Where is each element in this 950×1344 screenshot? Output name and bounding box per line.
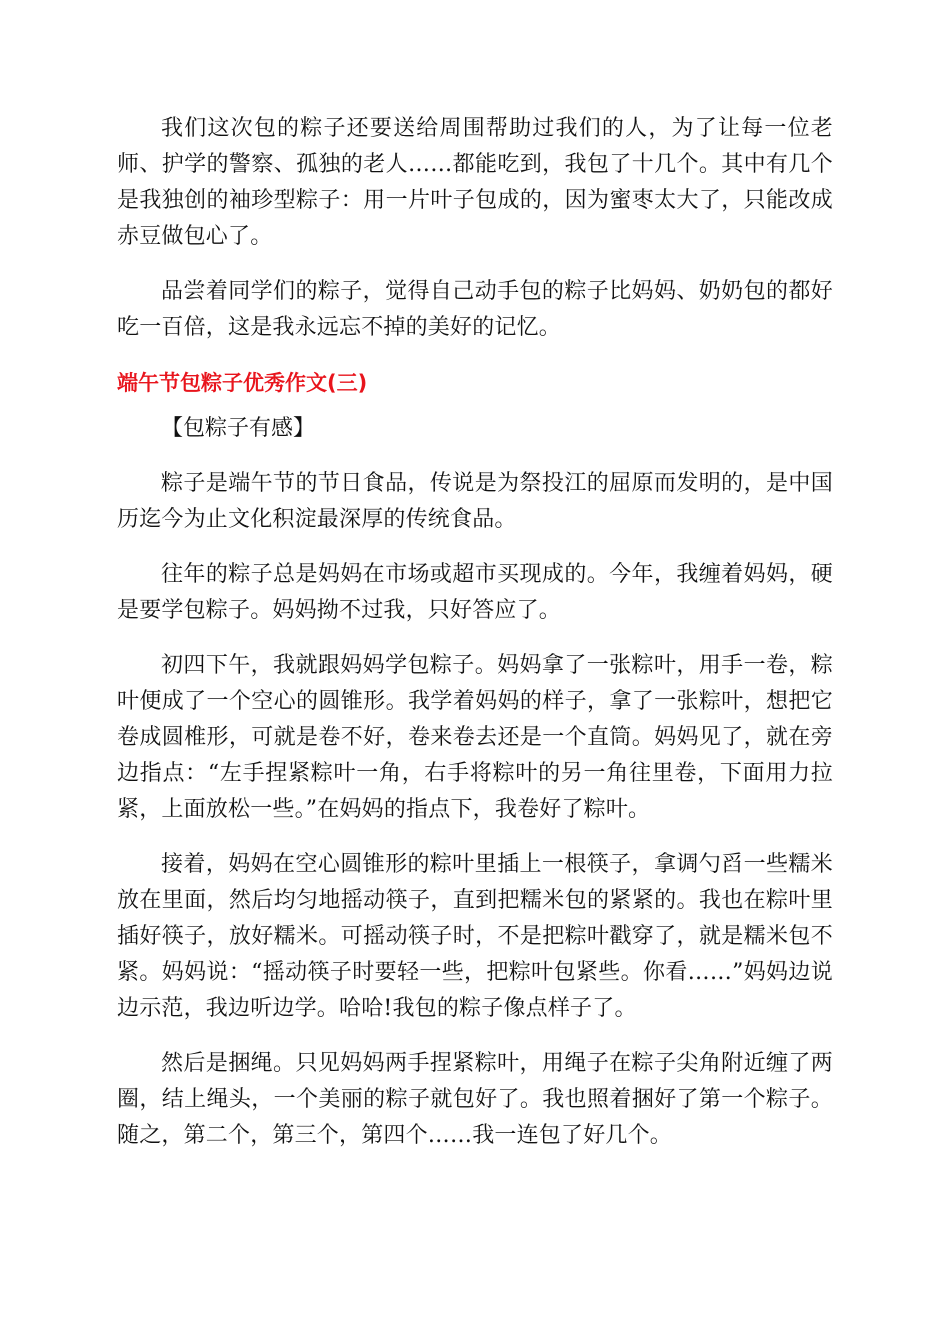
paragraph-taste-memory: 品尝着同学们的粽子，觉得自己动手包的粽子比妈妈、奶奶包的都好吃一百倍，这是我永远忘不掉的美好的记忆。 xyxy=(117,279,833,340)
paragraph-zongzi-origin: 粽子是端午节的节日食品，传说是为祭投江的屈原而发明的，是中国历迄今为止文化积淀最深厚的传统食品。 xyxy=(117,471,833,532)
section-heading: 端午节包粽子优秀作文(三) xyxy=(117,371,368,395)
paragraph-tying-string: 然后是捆绳。只见妈妈两手捏紧粽叶，用绳子在粽子尖角附近缠了两圈，结上绳头，一个美丽的粽子就包好了。我也照着捆好了第一个粽子。随之，第二个，第三个，第四个……我一连包了好几个。 xyxy=(117,1051,833,1148)
paragraph-gift-zongzi: 我们这次包的粽子还要送给周围帮助过我们的人，为了让每一位老师、护学的警察、孤独的老人……都能吃到，我包了十几个。其中有几个是我独创的袖珍型粽子：用一片叶子包成的，因为蜜枣太大了，只能改成赤豆做包心了。 xyxy=(117,116,833,249)
paragraph-filling-rice: 接着，妈妈在空心圆锥形的粽叶里插上一根筷子，拿调勺舀一些糯米放在里面，然后均匀地摇动筷子，直到把糯米包的紧紧的。我也在粽叶里插好筷子，放好糯米。可摇动筷子时，不是把粽叶戳穿了，就是糯米包不紧。妈妈说：“摇动筷子时要轻一些，把粽叶包紧些。你看……”妈妈边说边示范，我边听边学。哈哈!我包的粽子像点样子了。 xyxy=(117,852,833,1021)
paragraph-rolling-leaf: 初四下午，我就跟妈妈学包粽子。妈妈拿了一张粽叶，用手一卷，粽叶便成了一个空心的圆锥形。我学着妈妈的样子，拿了一张粽叶，想把它卷成圆椎形，可就是卷不好，卷来卷去还是一个直筒。妈妈见了，就在旁边指点：“左手捏紧粽叶一角，右手将粽叶的另一角往里卷，下面用力拉紧，上面放松一些。”在妈妈的指点下，我卷好了粽叶。 xyxy=(117,653,833,822)
document-page xyxy=(117,111,833,1173)
section-subheading: 【包粽子有感】 xyxy=(161,416,316,441)
paragraph-learn-wish: 往年的粽子总是妈妈在市场或超市买现成的。今年，我缠着妈妈，硬是要学包粽子。妈妈拗不过我，只好答应了。 xyxy=(117,562,833,623)
